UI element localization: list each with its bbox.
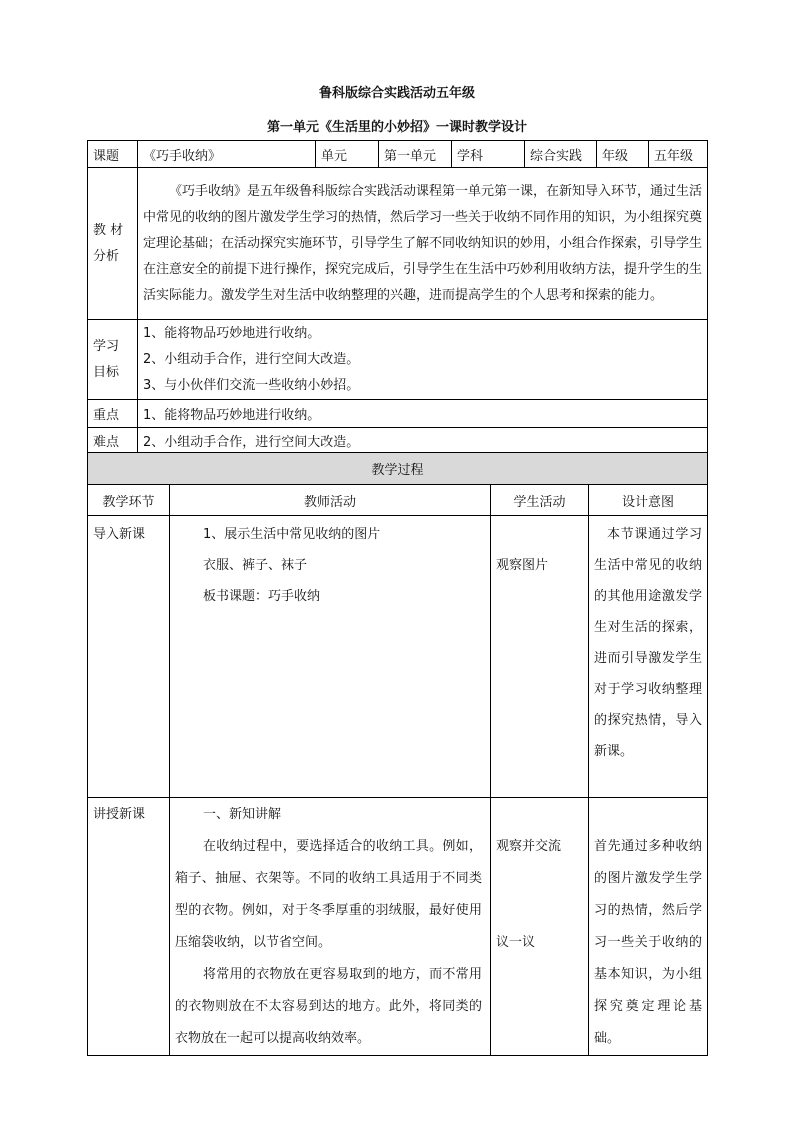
unit-label: 单元 xyxy=(316,141,379,168)
difficulty-text: 2、小组动手合作，进行空间大改造。 xyxy=(138,428,708,453)
column-header: 学生活动 xyxy=(491,485,589,516)
stage-cell: 导入新课 xyxy=(88,516,170,798)
column-header: 教学环节 xyxy=(88,485,170,516)
subject-value: 综合实践 xyxy=(525,141,597,168)
topic-label: 课题 xyxy=(88,141,138,168)
key-text: 1、能将物品巧妙地进行收纳。 xyxy=(138,400,708,428)
analysis-text: 《巧手收纳》是五年级鲁科版综合实践活动课程第一单元第一课，在新知导入环节，通过生活中常见的收纳的图片激发学生学习的热情，然后学习一些关于收纳不同作用的知识，为小组探究奠定理论基础；在活动探究实施环节，引导学生了解不同收纳知识的妙用，小组合作探索，引导学生在注意安全的前提下进行操作，探究完成后，引导学生在生活中巧妙利用收纳方法，提升学生的生活实际能力。激发学生对生活中收纳整理的兴趣，进而提高学生的个人思考和探索的能力。 xyxy=(138,168,708,320)
process-table xyxy=(87,452,708,1056)
key-label: 重点 xyxy=(88,400,138,428)
goals-label: 学习 目标 xyxy=(88,320,138,400)
teacher-line: 1、展示生活中常见收纳的图片 xyxy=(203,527,381,542)
teacher-paragraph: 在收纳过程中，要选择适合的收纳工具。例如，箱子、抽屉、衣架等。不同的收纳工具适用于不同类型的衣物。例如，对于冬季厚重的羽绒服，最好使用压缩袋收纳，以节省空间。 xyxy=(175,839,482,950)
teacher-line: 衣服、裤子、袜子 xyxy=(203,558,308,573)
column-header: 设计意图 xyxy=(589,485,708,516)
grade-label: 年级 xyxy=(597,141,649,168)
stage-cell: 讲授新课 xyxy=(88,798,170,1056)
unit-value: 第一单元 xyxy=(379,141,452,168)
analysis-label: 教 材 分析 xyxy=(88,168,138,320)
teacher-paragraph: 将常用的衣物放在更容易取到的地方，而不常用的衣物则放在不太容易到达的地方。此外，将同类的衣物放在一起可以提高收纳效率。 xyxy=(175,967,482,1046)
teacher-activity xyxy=(170,798,491,1056)
grade-value: 五年级 xyxy=(649,141,708,168)
document-title: 鲁科版综合实践活动五年级 xyxy=(318,86,475,101)
difficulty-label: 难点 xyxy=(88,428,138,453)
goal-item: 3、与小伙伴们交流一些收纳小妙招。 xyxy=(143,377,360,393)
goals-list xyxy=(138,320,708,400)
goal-item: 1、能将物品巧妙地进行收纳。 xyxy=(143,325,321,341)
info-table xyxy=(87,140,708,453)
goal-item: 2、小组动手合作，进行空间大改造。 xyxy=(143,351,360,367)
document-subtitle: 第一单元《生活里的小妙招》一课时教学设计 xyxy=(266,120,527,135)
teacher-heading: 一、新知讲解 xyxy=(203,807,282,822)
column-header: 教师活动 xyxy=(170,485,491,516)
subject-label: 学科 xyxy=(452,141,525,168)
design-intent: 本节课通过学习生活中常见的收纳的其他用途激发学生对生活的探索，进而引导激发学生对于学习收纳整理的探究热情，导入新课。 xyxy=(589,516,708,798)
student-activity: 观察图片 xyxy=(491,516,589,798)
student-activity: 观察并交流 议一议 xyxy=(491,798,589,1056)
process-heading: 教学过程 xyxy=(88,453,708,485)
teacher-line: 板书课题：巧手收纳 xyxy=(203,589,321,604)
design-intent: 首先通过多种收纳的图片激发学生学习的热情，然后学习一些关于收纳的基本知识，为小组探究奠定理论基础。 xyxy=(589,798,708,1056)
topic-value: 《巧手收纳》 xyxy=(138,141,316,168)
teacher-activity xyxy=(170,516,491,798)
